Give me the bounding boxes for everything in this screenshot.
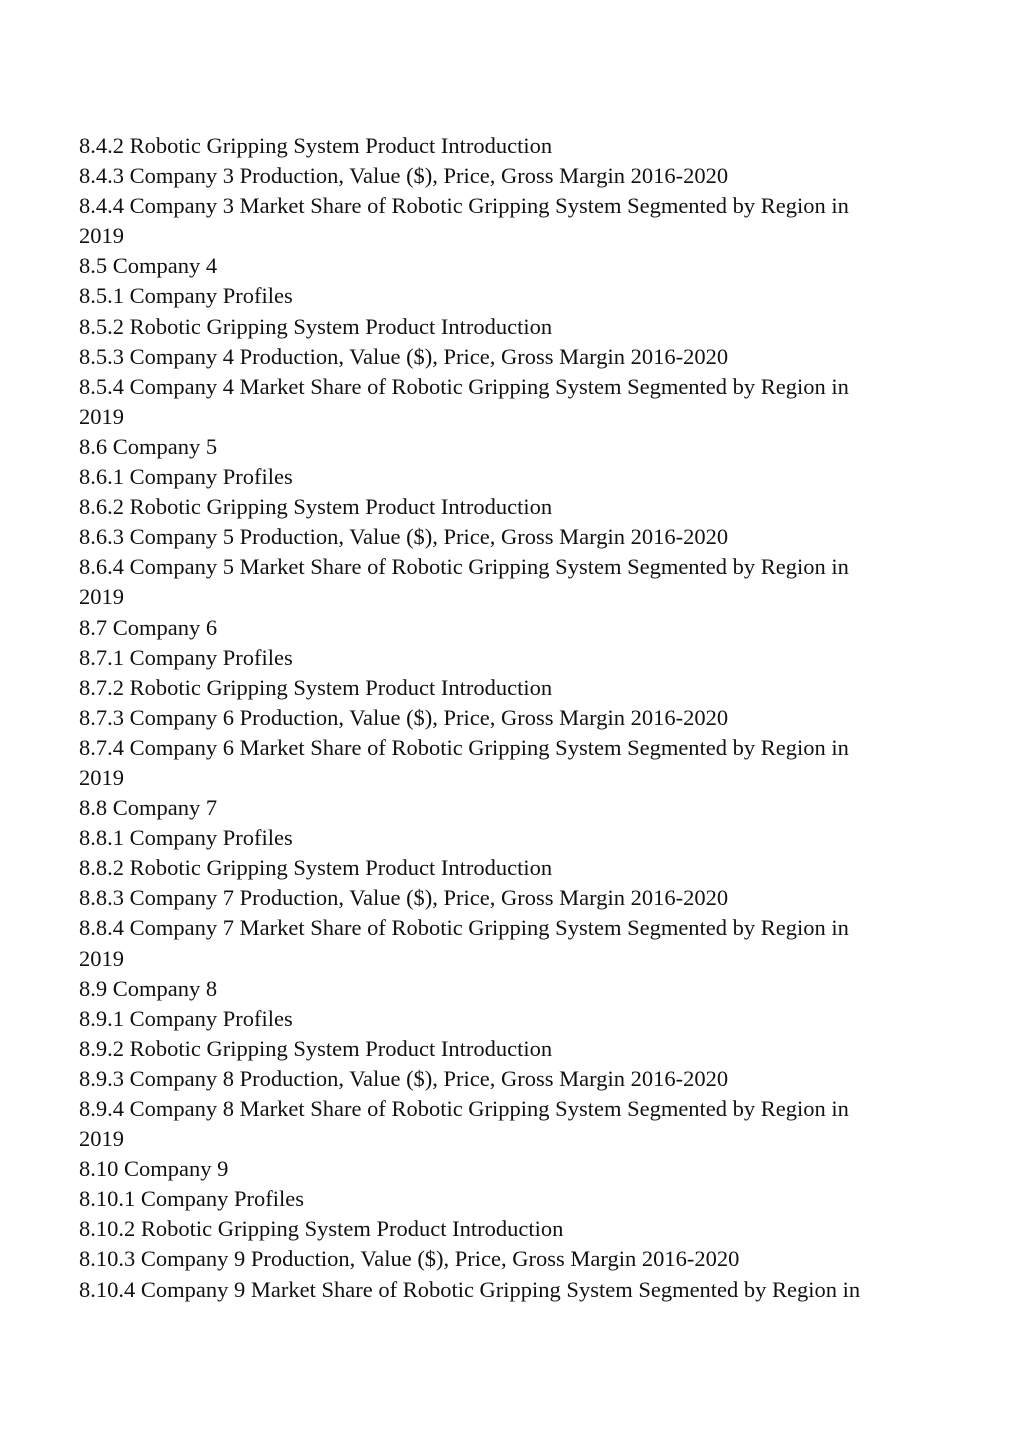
toc-line: 2019 bbox=[79, 403, 124, 429]
toc-line: 8.4.2 Robotic Gripping System Product Introduction bbox=[79, 133, 553, 158]
toc-line: 8.5.1 Company Profiles bbox=[79, 283, 293, 309]
toc-line: 8.8 Company 7 bbox=[79, 795, 218, 821]
toc-line: 8.8.4 Company 7 Market Share of Robotic Gripping System Segmented by Region in bbox=[79, 915, 849, 941]
toc-line: 2019 bbox=[79, 223, 124, 249]
toc-line: 8.5.3 Company 4 Production, Value ($), Price, Gross Margin 2016-2020 bbox=[79, 343, 729, 369]
toc-line: 2019 bbox=[79, 764, 124, 790]
toc-line: 8.7.1 Company Profiles bbox=[79, 644, 293, 670]
toc-line: 8.9.2 Robotic Gripping System Product Introduction bbox=[79, 1035, 553, 1061]
toc-line: 8.7.2 Robotic Gripping System Product Introduction bbox=[79, 674, 553, 700]
toc-line: 8.9 Company 8 bbox=[79, 975, 218, 1001]
toc-line: 8.7.3 Company 6 Production, Value ($), Price, Gross Margin 2016-2020 bbox=[79, 704, 729, 730]
toc-line: 8.6.4 Company 5 Market Share of Robotic Gripping System Segmented by Region in bbox=[79, 554, 849, 580]
toc-line: 8.5.2 Robotic Gripping System Product Introduction bbox=[79, 313, 553, 339]
toc-line: 8.5.4 Company 4 Market Share of Robotic Gripping System Segmented by Region in bbox=[79, 373, 849, 399]
table-of-contents bbox=[79, 131, 949, 1305]
toc-line: 8.6.3 Company 5 Production, Value ($), Price, Gross Margin 2016-2020 bbox=[79, 524, 729, 550]
toc-line: 2019 bbox=[79, 1126, 124, 1152]
toc-line: 8.9.4 Company 8 Market Share of Robotic Gripping System Segmented by Region in bbox=[79, 1096, 849, 1121]
toc-line: 8.9.3 Company 8 Production, Value ($), Price, Gross Margin 2016-2020 bbox=[79, 1065, 729, 1091]
toc-line: 8.4.3 Company 3 Production, Value ($), Price, Gross Margin 2016-2020 bbox=[79, 163, 729, 189]
toc-line: 8.6.2 Robotic Gripping System Product Introduction bbox=[79, 494, 553, 520]
toc-line: 8.10 Company 9 bbox=[79, 1156, 229, 1182]
toc-line: 2019 bbox=[79, 945, 124, 971]
toc-line: 8.9.1 Company Profiles bbox=[79, 1005, 293, 1031]
document-page bbox=[79, 131, 949, 1305]
toc-line: 8.8.3 Company 7 Production, Value ($), Price, Gross Margin 2016-2020 bbox=[79, 885, 729, 911]
toc-line: 8.7 Company 6 bbox=[79, 614, 218, 640]
toc-line: 8.5 Company 4 bbox=[79, 253, 218, 279]
toc-line: 8.6.1 Company Profiles bbox=[79, 464, 293, 490]
toc-line: 8.8.2 Robotic Gripping System Product Introduction bbox=[79, 855, 553, 881]
toc-line: 8.10.1 Company Profiles bbox=[79, 1186, 304, 1212]
toc-line: 8.10.4 Company 9 Market Share of Robotic Gripping System Segmented by Region in bbox=[79, 1276, 861, 1302]
toc-line: 8.10.2 Robotic Gripping System Product Introduction bbox=[79, 1216, 564, 1242]
toc-line: 8.7.4 Company 6 Market Share of Robotic Gripping System Segmented by Region in bbox=[79, 734, 849, 760]
toc-line: 8.8.1 Company Profiles bbox=[79, 825, 293, 851]
toc-line: 2019 bbox=[79, 584, 124, 610]
toc-line: 8.10.3 Company 9 Production, Value ($), Price, Gross Margin 2016-2020 bbox=[79, 1246, 740, 1272]
toc-line: 8.4.4 Company 3 Market Share of Robotic Gripping System Segmented by Region in bbox=[79, 193, 849, 219]
toc-line: 8.6 Company 5 bbox=[79, 433, 218, 459]
